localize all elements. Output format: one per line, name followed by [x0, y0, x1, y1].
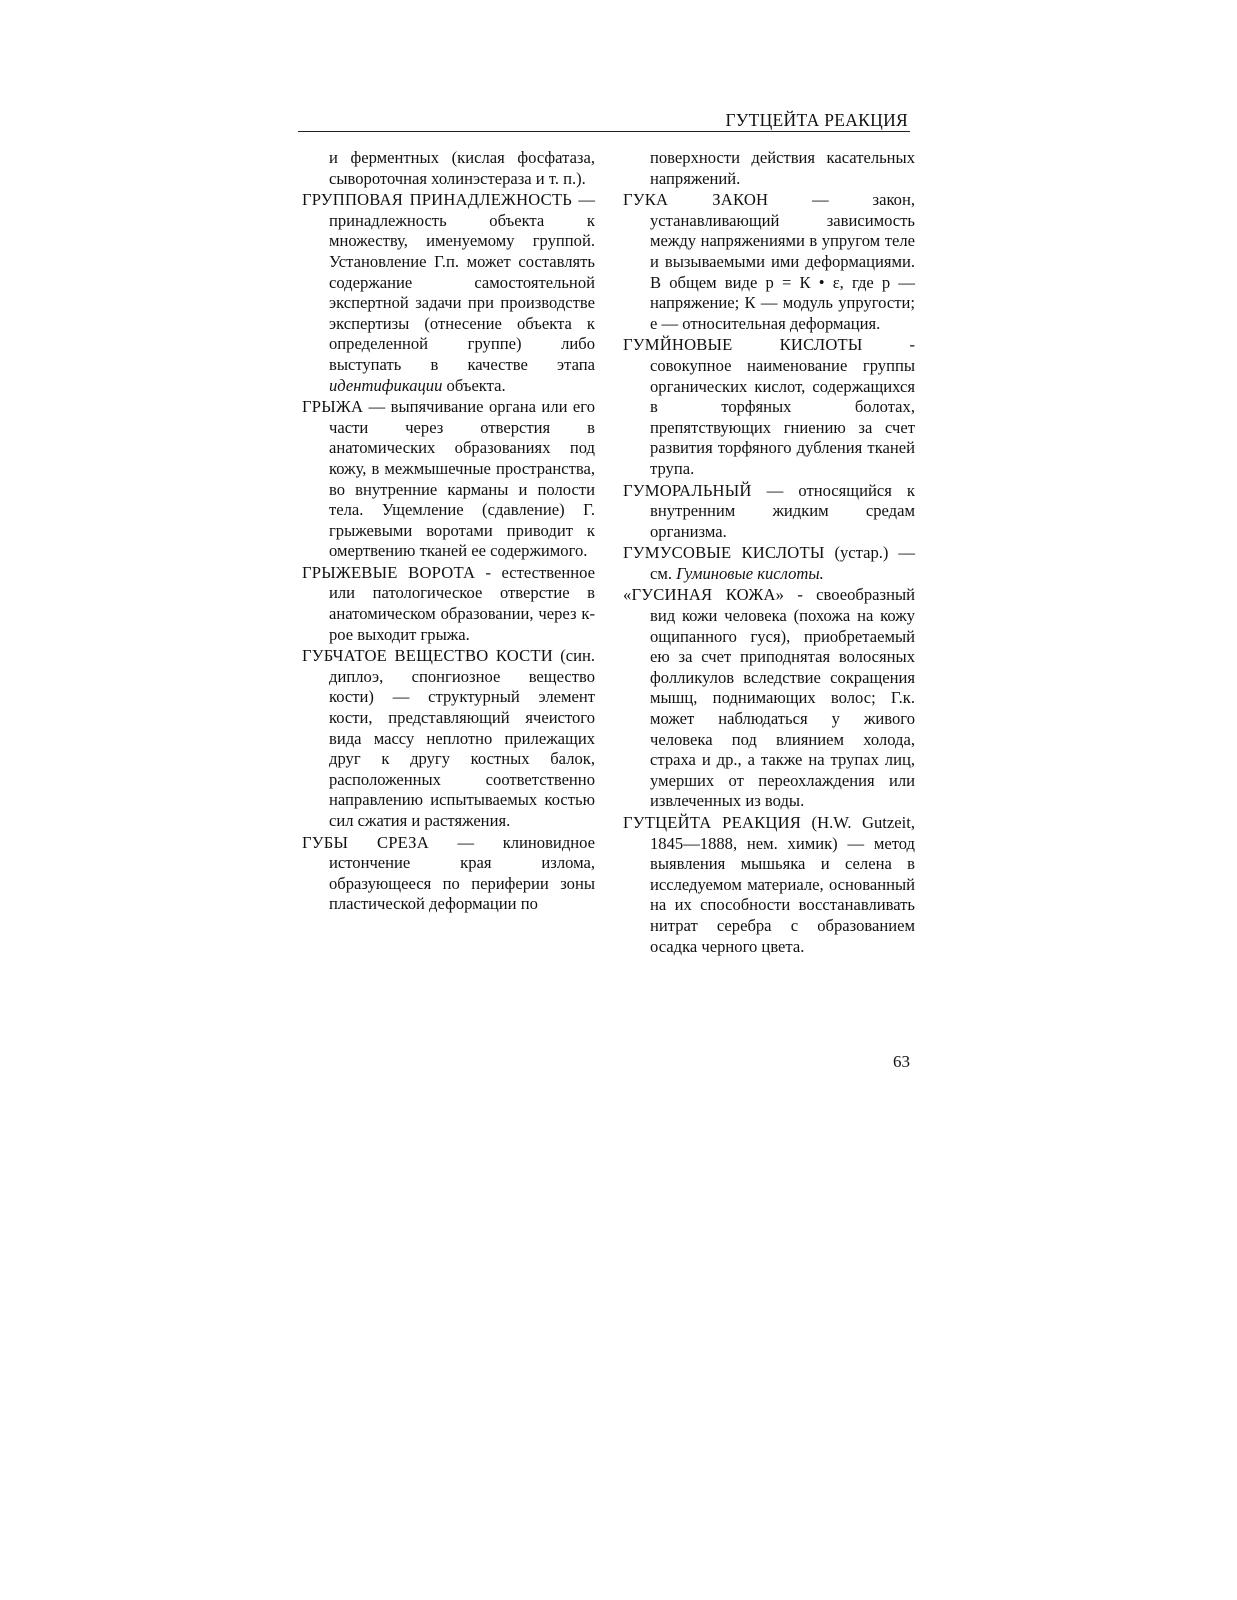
entry-definition-italic: Гуминовые кислоты. [676, 563, 824, 583]
entry-definition-tail: объекта. [442, 375, 506, 395]
entry-term: «ГУСИНАЯ КОЖА» [623, 585, 785, 605]
dictionary-entry [623, 813, 915, 957]
dictionary-entry [302, 563, 595, 645]
right-column [623, 148, 915, 958]
entry-definition: (син. диплоэ, спонгиозное вещество кости) — структурный элемент кости, представляющий ячеистого вида массу неплотно прилежащих друг к другу костных балок, расположенных соответственно направлению испытываемых костью сил сжатия и растяжения. [329, 646, 596, 830]
entry-definition: - своеобразный вид кожи человека (похожа на кожу ощипанного гуся), приобретаемый ею за счет приподнятая волосяных фолликулов вследствие сокращения мышц, поднимающих волос; Г.к. может наблюдаться у живого человека под влиянием холода, страха и др., а также на трупах лиц, умерших от переохлаждения или извлеченных из воды. [650, 585, 916, 811]
entry-definition: поверхности действия касательных напряжений. [650, 148, 915, 188]
entry-term: ГРУППОВАЯ ПРИНАДЛЕЖНОСТЬ [302, 190, 573, 210]
entry-definition: (H.W. Gutzeit, 1845—1888, нем. химик) — метод выявления мышьяка и селена в исследуемом материале, основанный на их способности восстанавливать нитрат серебра с образованием осадка черного цвета. [650, 813, 915, 956]
entry-term: ГУБЫ СРЕЗА [302, 832, 429, 852]
dictionary-entry [302, 397, 595, 562]
entry-definition: и ферментных (кислая фосфатаза, сывороточная холинэстераза и т. п.). [329, 148, 595, 188]
entry-term: ГУТЦЕЙТА РЕАКЦИЯ [623, 813, 802, 832]
dictionary-entry [623, 543, 915, 584]
dictionary-entry [623, 335, 915, 479]
entry-term: ГУБЧАТОЕ ВЕЩЕСТВО КОСТИ [302, 646, 553, 666]
header-rule [298, 131, 910, 132]
dictionary-entry [623, 190, 915, 334]
entry-term: ГРЫЖЕВЫЕ ВОРОТА [302, 562, 476, 582]
entry-term: ГУМУСОВЫЕ КИСЛОТЫ [623, 543, 825, 563]
entry-definition: — относящийся к внутренним жидким средам организма. [650, 480, 915, 541]
entry-term: ГУМОРАЛЬНЫЙ [623, 480, 752, 500]
dictionary-entry [302, 190, 595, 396]
entry-term: ГРЫЖА [302, 397, 364, 417]
dictionary-entry [302, 646, 595, 831]
entry-definition: - совокупное наименование группы органических кислот, содержащихся в торфяных болотах, препятствующих гниению за счет развития торфяного дубления тканей трупа. [650, 335, 915, 478]
running-head: ГУТЦЕЙТА РЕАКЦИЯ [725, 110, 908, 130]
entry-term: ГУКА ЗАКОН [623, 190, 769, 210]
entry-definition: — закон, устанавливающий зависимость между напряжениями в упругом теле и вызываемыми ими деформациями. В общем виде р = К • ε, где р — напряжение; К — модуль упругости; е — относительная деформация. [650, 190, 915, 333]
left-column [302, 148, 595, 916]
dictionary-entry [623, 481, 915, 543]
dictionary-entry [623, 585, 915, 812]
entry-definition: — клиновидное истончение края излома, образующееся по периферии зоны пластической деформации по [329, 832, 596, 914]
entry-continuation [302, 148, 595, 189]
entry-definition: - естественное или патологическое отверстие в анатомическом образовании, через к-рое выходит грыжа. [329, 562, 595, 644]
page-number: 63 [893, 1052, 910, 1071]
entry-definition: (устар.) — см. [650, 543, 916, 583]
entry-definition: — принадлежность объекта к множеству, именуемому группой. Установление Г.п. может составлять содержание самостоятельной экспертной задачи при производстве экспертизы (отнесение объекта к определенной группе) либо выступать в качестве этапа [329, 190, 595, 374]
dictionary-entry [302, 833, 595, 915]
entry-definition-italic: идентификации [329, 375, 443, 395]
entry-term: ГУМЙНОВЫЕ КИСЛОТЫ [623, 335, 863, 355]
entry-continuation [623, 148, 915, 189]
entry-definition: — выпячивание органа или его части через отверстия в анатомических образованиях под кожу, в межмышечные пространства, во внутренние карманы и полости тела. Ущемление (сдавление) Г. грыжевыми воротами приводит к омертвению тканей ее содержимого. [329, 397, 595, 561]
